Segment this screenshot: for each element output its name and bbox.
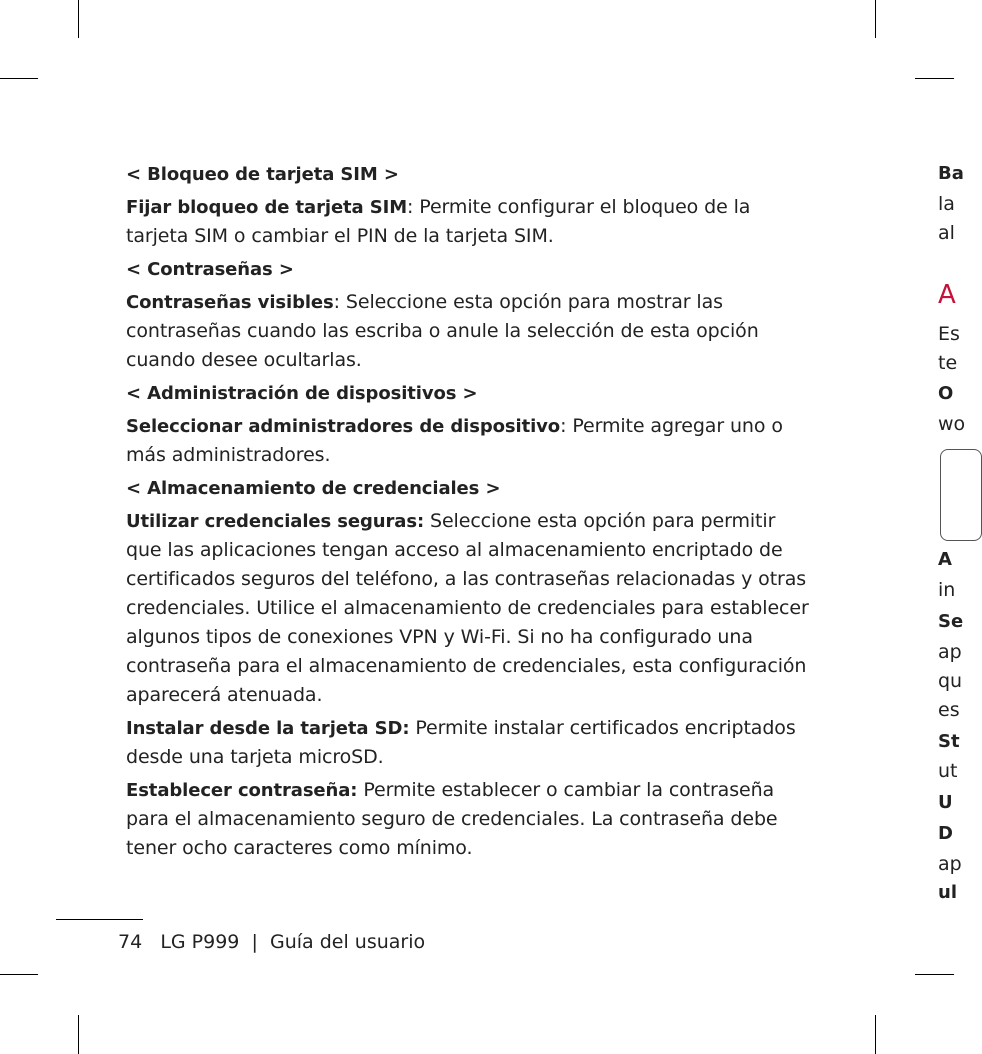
edge-fragment: ap xyxy=(938,853,962,875)
edge-fragment: U xyxy=(938,792,953,813)
section-heading-passwords: < Contraseñas > xyxy=(126,259,294,280)
term-install-sd: Instalar desde la tarjeta SD: xyxy=(126,718,410,739)
crop-mark-top-right-vertical xyxy=(875,0,876,38)
edge-fragment: ap xyxy=(938,641,962,663)
edge-fragment: ut xyxy=(938,760,958,782)
note-box-edge xyxy=(940,449,982,541)
edge-fragment: la xyxy=(938,193,955,215)
edge-fragment: te xyxy=(938,352,958,374)
section-heading-device-admin: < Administración de dispositivos > xyxy=(126,383,478,404)
page-number: 74 xyxy=(118,931,143,953)
desc-select-admin: : Permite agregar uno o más administradores. xyxy=(126,415,783,466)
edge-fragment: in xyxy=(938,579,956,601)
edge-fragment: qu xyxy=(938,670,963,692)
edge-fragment: al xyxy=(938,222,955,244)
edge-fragment: D xyxy=(938,823,953,844)
edge-fragment: Ba xyxy=(938,163,964,184)
desc-set-password: Permite establecer o cambiar la contraseña para el almacenamiento seguro de credenciales. La contraseña debe tener ocho caracteres como mínimo. xyxy=(126,779,778,859)
edge-fragment: Es xyxy=(938,323,960,345)
crop-mark-top-left-horizontal xyxy=(0,78,38,79)
crop-mark-top-left-vertical xyxy=(78,0,79,38)
paragraph-visible-passwords xyxy=(126,288,812,375)
edge-fragment: wo xyxy=(938,413,966,435)
term-set-password: Establecer contraseña: xyxy=(126,780,358,801)
footer-model: LG P999 xyxy=(160,931,240,953)
paragraph-set-password xyxy=(126,776,812,863)
desc-install-sd: Permite instalar certificados encriptados desde una tarjeta microSD. xyxy=(126,717,796,768)
edge-fragment: Se xyxy=(938,611,964,632)
term-select-admin: Seleccionar administradores de dispositivo xyxy=(126,416,561,437)
crop-mark-bottom-left-horizontal xyxy=(0,974,38,975)
desc-visible-passwords: : Seleccione esta opción para mostrar las contraseñas cuando las escriba o anule la selección de esta opción cuando desee ocultarlas. xyxy=(126,291,759,371)
footer-guide-title: Guía del usuario xyxy=(269,931,426,953)
page-footer xyxy=(118,928,425,956)
page-body xyxy=(126,160,812,867)
desc-sim-lock: : Permite configurar el bloqueo de la tarjeta SIM o cambiar el PIN de la tarjeta SIM. xyxy=(126,196,751,247)
edge-heading-fragment: A xyxy=(938,280,956,310)
footer-rule xyxy=(56,919,143,920)
crop-mark-bottom-left-vertical xyxy=(78,1015,79,1054)
paragraph-install-sd xyxy=(126,714,812,772)
term-secure-credentials: Utilizar credenciales seguras: xyxy=(126,511,425,532)
term-sim-lock: Fijar bloqueo de tarjeta SIM xyxy=(126,197,408,218)
edge-fragment: ul xyxy=(938,882,957,903)
desc-secure-credentials: Seleccione esta opción para permitir que las aplicaciones tengan acceso al almacenamiento encriptado de certificados seguros del teléfono, a las contraseñas relacionadas y otras credenciales. Utilice el almacenamiento de credenciales para establecer algunos tipos de conexiones VPN y Wi-Fi. Si no ha configurado una contraseña para el almacenamiento de credenciales, esta configuración aparecerá atenuada. xyxy=(126,510,809,706)
term-visible-passwords: Contraseñas visibles xyxy=(126,292,334,313)
crop-mark-bottom-right-vertical xyxy=(875,1015,876,1054)
paragraph-sim-lock xyxy=(126,193,812,251)
paragraph-secure-credentials xyxy=(126,507,812,710)
edge-fragment: A xyxy=(938,549,952,570)
edge-fragment: St xyxy=(938,731,960,752)
paragraph-select-admin xyxy=(126,412,812,470)
section-heading-credential-storage: < Almacenamiento de credenciales > xyxy=(126,478,501,499)
section-heading-sim-lock: < Bloqueo de tarjeta SIM > xyxy=(126,164,399,185)
edge-fragment: O xyxy=(938,383,954,404)
footer-separator: | xyxy=(251,931,258,953)
facing-page-edge xyxy=(938,0,966,1054)
edge-fragment: es xyxy=(938,699,960,721)
